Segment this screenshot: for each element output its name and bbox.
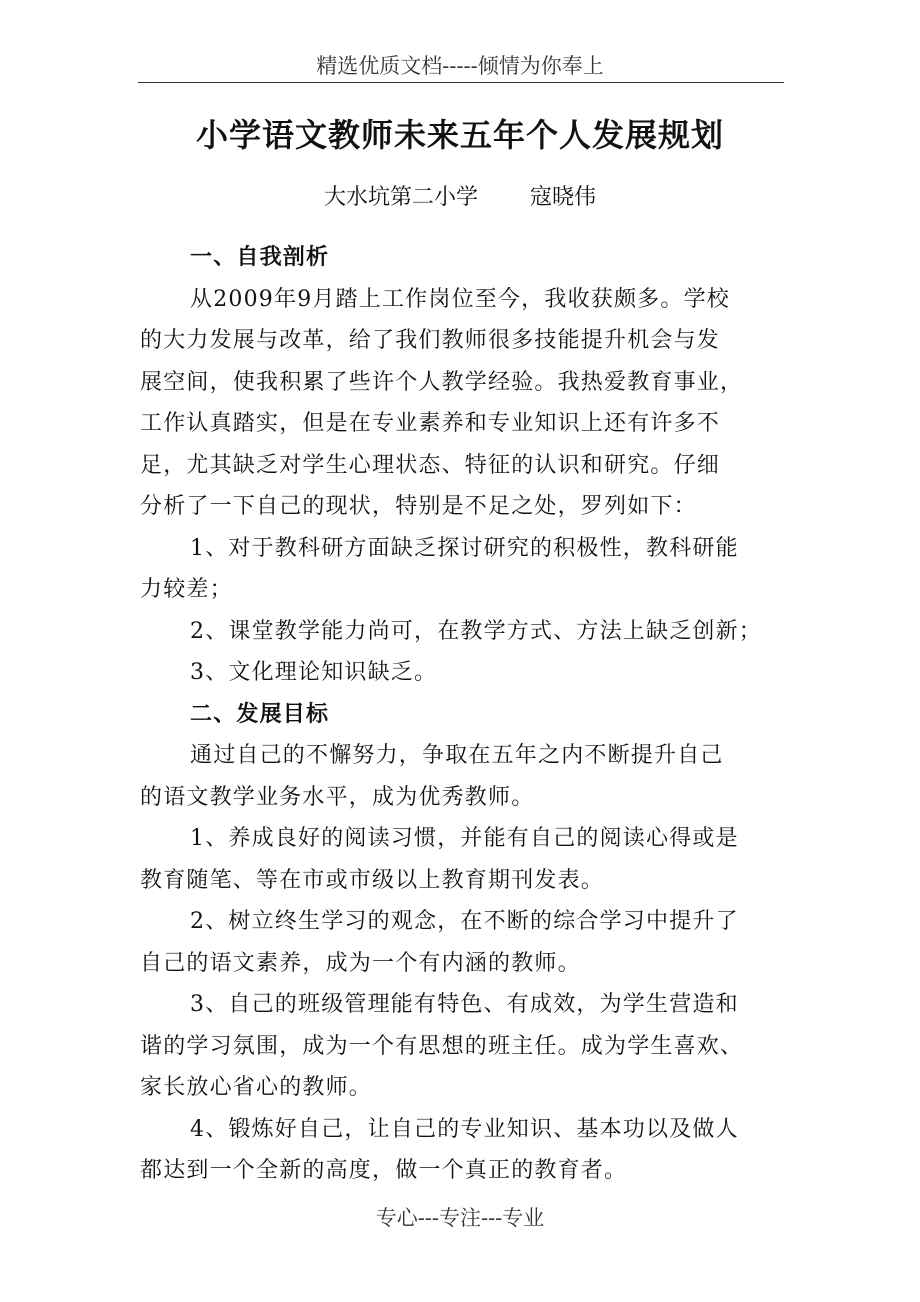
school-name: 大水坑第二小学 — [323, 185, 478, 210]
list-item-line: 3、自己的班级管理能有特色、有成效，为学生营造和 — [190, 992, 739, 1017]
list-item-line: 2、课堂教学能力尚可，在教学方式、方法上缺乏创新； — [190, 619, 762, 644]
list-item-line: 3、文化理论知识缺乏。 — [190, 660, 438, 685]
list-item-line: 4、锻炼好自己，让自己的专业知识、基本功以及做人 — [190, 1117, 739, 1142]
list-item-line: 都达到一个全新的高度，做一个真正的教育者。 — [140, 1158, 628, 1183]
paragraph-line: 分析了一下自己的现状，特别是不足之处，罗列如下： — [140, 494, 697, 519]
page-footer: 专心---专注---专业 — [375, 1206, 545, 1230]
paragraph-line: 通过自己的不懈努力，争取在五年之内不断提升自己 — [190, 743, 724, 768]
list-item-line: 1、对于教科研方面缺乏探讨研究的积极性，教科研能 — [190, 536, 739, 561]
paragraph-line: 从2009年9月踏上工作岗位至今，我收获颇多。学校 — [190, 287, 730, 312]
paragraph-line: 工作认真踏实，但是在专业素养和专业知识上还有许多不 — [140, 411, 721, 436]
section-heading-goals: 二、发展目标 — [190, 702, 330, 727]
list-item-line: 1、养成良好的阅读习惯，并能有自己的阅读心得或是 — [190, 826, 739, 851]
author-name: 寇晓伟 — [530, 185, 597, 210]
paragraph-line: 展空间，使我积累了些许个人教学经验。我热爱教育事业， — [140, 370, 744, 395]
header-divider — [138, 82, 784, 83]
list-item-line: 教育随笔、等在市或市级以上教育期刊发表。 — [140, 868, 605, 893]
list-item-line: 谐的学习氛围，成为一个有思想的班主任。成为学生喜欢、 — [140, 1034, 744, 1059]
list-item-line: 自己的语文素养，成为一个有内涵的教师。 — [140, 951, 581, 976]
paragraph-line: 的大力发展与改革，给了我们教师很多技能提升机会与发 — [140, 328, 721, 353]
document-title: 小学语文教师未来五年个人发展规划 — [195, 116, 724, 154]
list-item-line: 2、树立终生学习的观念，在不断的综合学习中提升了 — [190, 909, 739, 934]
page-header: 精选优质文档-----倾情为你奉上 — [316, 54, 604, 78]
list-item-line: 力较差； — [140, 577, 233, 602]
paragraph-line: 的语文教学业务水平，成为优秀教师。 — [140, 785, 535, 810]
list-item-line: 家长放心省心的教师。 — [140, 1075, 373, 1100]
paragraph-line: 足，尤其缺乏对学生心理状态、特征的认识和研究。仔细 — [140, 453, 721, 478]
byline — [0, 180, 920, 211]
section-heading-self-analysis: 一、自我剖析 — [190, 245, 330, 270]
